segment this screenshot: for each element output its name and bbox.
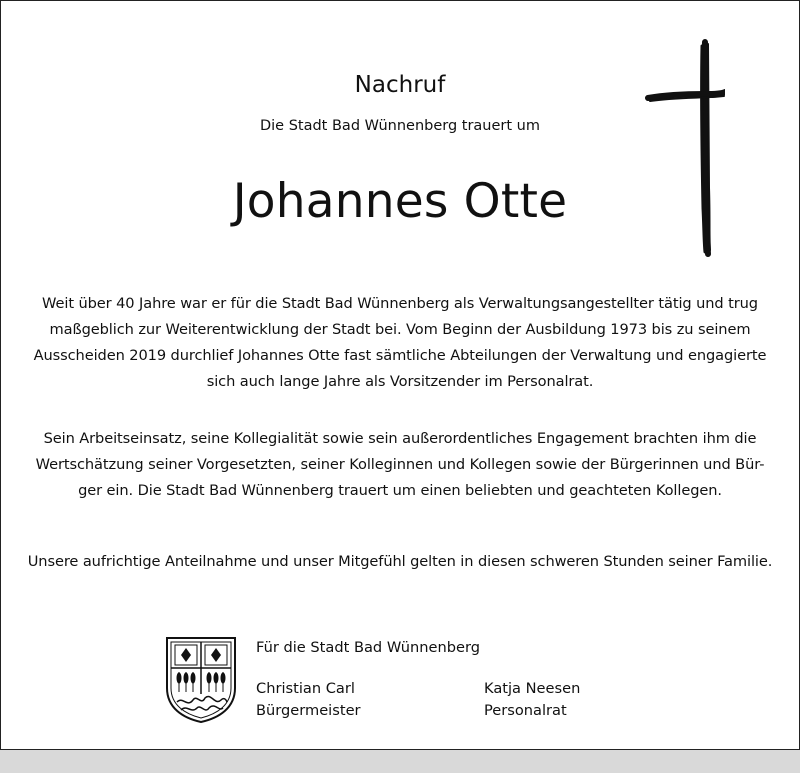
paragraph-condolences — [20, 549, 780, 575]
deceased-name: Johannes Otte — [232, 174, 568, 229]
paragraph-line: ger ein. Die Stadt Bad Wünnenberg trauert um einen beliebten und geachteten Kollegen. — [78, 482, 722, 499]
signer-name: Christian Carl — [256, 680, 355, 697]
subheading: Die Stadt Bad Wünnenberg trauert um — [259, 118, 540, 134]
cross-icon — [645, 38, 725, 258]
paragraph-line: Sein Arbeitseinsatz, seine Kollegialität sowie sein außerordentliches Engagement brachten ihm die — [43, 430, 757, 447]
bottom-strip — [0, 750, 800, 773]
heading: Nachruf — [354, 72, 446, 98]
signer-role: Bürgermeister — [256, 702, 361, 719]
paragraph-line: Unsere aufrichtige Anteilnahme und unser Mitgefühl gelten in diesen schweren Stunden seiner Familie. — [27, 553, 773, 570]
signer-role: Personalrat — [484, 702, 567, 719]
signer-name: Katja Neesen — [484, 680, 581, 697]
paragraph-line: Wertschätzung seiner Vorgesetzten, seiner Kolleginnen und Kollegen sowie der Bürgerinnen und Bür- — [35, 456, 765, 473]
paragraph-line: sich auch lange Jahre als Vorsitzender im Personalrat. — [206, 373, 594, 390]
paragraph-career — [20, 291, 780, 395]
paragraph-line: maßgeblich zur Weiterentwicklung der Stadt bei. Vom Beginn der Ausbildung 1973 bis zu seinem — [49, 321, 751, 338]
signature-organization: Für die Stadt Bad Wünnenberg — [256, 639, 480, 656]
paragraph-appreciation — [20, 426, 780, 504]
paragraph-line: Ausscheiden 2019 durchlief Johannes Otte fast sämtliche Abteilungen der Verwaltung und engagierte — [33, 347, 767, 364]
paragraph-line: Weit über 40 Jahre war er für die Stadt Bad Wünnenberg als Verwaltungsangestellter tätig und trug — [42, 295, 758, 312]
coat-of-arms-icon — [165, 636, 237, 724]
